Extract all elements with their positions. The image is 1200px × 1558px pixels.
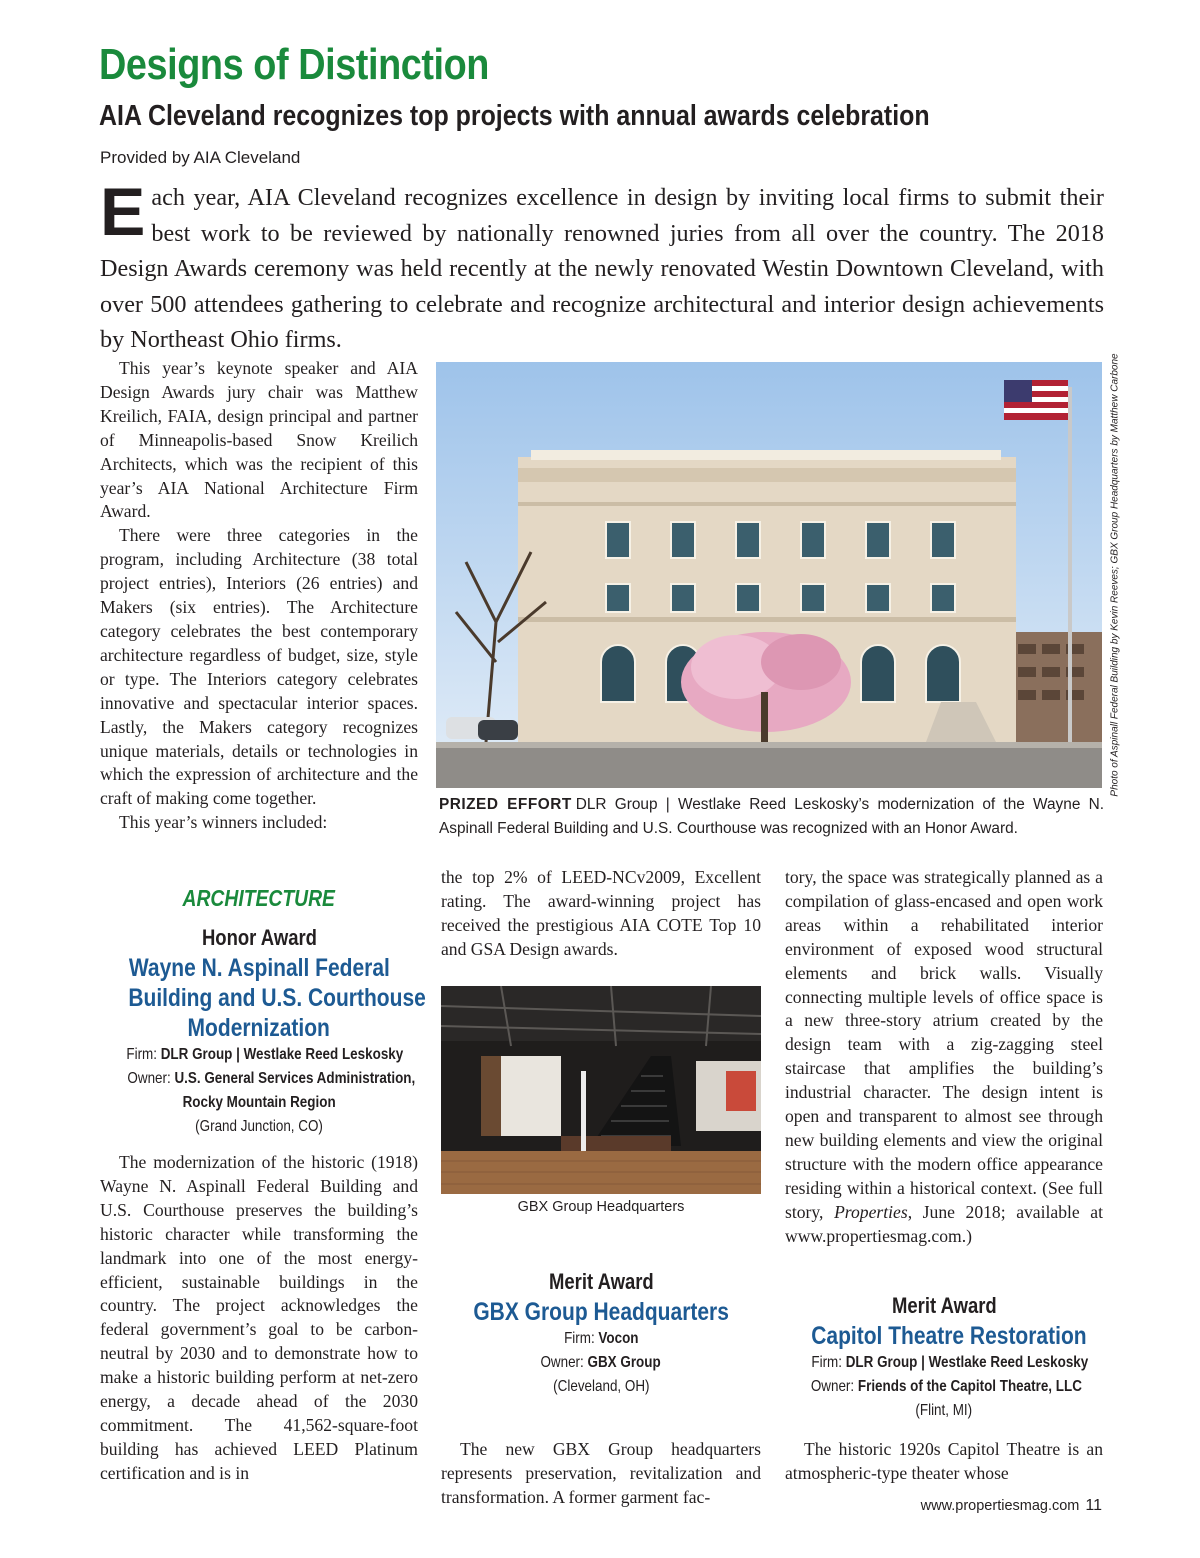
- gbx-owner: GBX Group: [587, 1354, 662, 1371]
- honor-owner-line-2: Rocky Mountain Region: [182, 1094, 336, 1111]
- main-photo-caption: [439, 793, 1104, 841]
- honor-location: (Grand Junction, CO): [195, 1118, 323, 1135]
- capitol-body-paragraph: The historic 1920s Capitol Theatre is an atmospheric-type theater whose: [785, 1439, 1103, 1483]
- capitol-owner: Friends of the Capitol Theatre, LLC: [857, 1378, 1082, 1395]
- page-number: 11: [1085, 1497, 1102, 1514]
- honor-award-block: [100, 883, 426, 1139]
- intro-paragraph-1: This year’s keynote speaker and AIA Design Awards jury chair was Matthew Kreilich, FAIA, design principal and partner of Minneapolis-based Snow Kreilich Architects, which was the recipient of this year’s AIA National Architecture Firm Award.: [100, 358, 418, 522]
- gbx-body-paragraph: The new GBX Group headquarters represents preservation, revitalization and transformation. A former garment fac-: [441, 1439, 761, 1507]
- merit-award-label-capitol: Merit Award: [891, 1293, 997, 1318]
- drop-cap: E: [100, 174, 146, 250]
- honor-owner-line-1: U.S. General Services Administration,: [174, 1070, 416, 1087]
- gbx-project-name: GBX Group Headquarters: [473, 1298, 729, 1326]
- capitol-location: (Flint, MI): [915, 1402, 973, 1419]
- column-middle: [441, 866, 761, 962]
- honor-project-line-3: Modernization: [187, 1014, 331, 1042]
- caption-text: DLR Group | Westlake Reed Leskosky’s modernization of the Wayne N. Aspinall Federal Building and U.S. Courthouse was recognized with an Honor Award.: [439, 796, 1104, 837]
- gbx-owner-label: Owner:: [540, 1354, 585, 1371]
- gbx-body-continued-text: tory, the space was strategically planned as a compilation of glass-encased and open work areas within a rehabilitated interior environment of exposed wood structural elements and brick walls. Visually connecting multiple levels of office space is a new three-story atrium created by the design team with a zig-zagging steel staircase that amplifies the building’s industrial character. The design intent is open and transparent to almost see through new building elements and view the original structure with the modern office appearance residing within a historical context. (See full story,: [785, 867, 1103, 1222]
- honor-award-label: Honor Award: [201, 925, 317, 950]
- gbx-interior-illustration: [441, 986, 761, 1194]
- column-left: [100, 357, 418, 835]
- byline: Provided by AIA Cleveland: [100, 148, 301, 167]
- page-footer: [880, 1497, 1102, 1515]
- honor-firm-label: Firm:: [126, 1046, 157, 1063]
- gbx-location: (Cleveland, OH): [552, 1378, 650, 1395]
- honor-firm: DLR Group | Westlake Reed Leskosky: [160, 1046, 404, 1063]
- capitol-project-name: Capitol Theatre Restoration: [811, 1322, 1087, 1350]
- gbx-photo-caption: GBX Group Headquarters: [517, 1199, 685, 1215]
- gbx-body: [441, 1438, 761, 1510]
- gbx-firm-label: Firm:: [563, 1330, 595, 1347]
- merit-award-capitol-block: [785, 1291, 1103, 1423]
- photo-credit: [1103, 353, 1127, 797]
- lede-text: ach year, AIA Cleveland recognizes excellence in design by inviting local firms to submit their best work to be reviewed by nationally renowned juries from all over the country. The 2018 Design Awards ceremony was held recently at the newly renovated Westin Downtown Cleveland, with over 500 attendees gathering to celebrate and recognize architectural and interior design achievements by Northeast Ohio firms.: [100, 184, 1104, 353]
- honor-owner-label: Owner:: [127, 1070, 171, 1087]
- photo-credit-text: Photo of Aspinall Federal Building by Kevin Reeves; GBX Group Headquarters by Matthew Carbone: [1109, 353, 1121, 797]
- article-subtitle: AIA Cleveland recognizes top projects with annual awards celebration: [99, 100, 930, 132]
- capitol-firm: DLR Group | Westlake Reed Leskosky: [845, 1354, 1089, 1371]
- capitol-body: [785, 1438, 1103, 1486]
- gbx-body-continued-end: , June 2018; available at www.propertiesmag.com.): [785, 1201, 1103, 1246]
- capitol-firm-label: Firm:: [811, 1354, 842, 1371]
- federal-building-illustration: [436, 362, 1102, 788]
- lede-paragraph: [100, 174, 1104, 358]
- intro-paragraph-2: There were three categories in the program, including Architecture (38 total project entries), Interiors (26 entries) and Makers (six entries). The Architecture category celebrates the best contemporary architecture regardless of budget, size, style or type. The Interiors category celebrates innovative and spectacular interior spaces. Lastly, the Makers category recognizes unique materials, details or technologies in which the expression of architecture and the craft of making come together.: [100, 525, 418, 809]
- honor-body: [100, 1151, 418, 1486]
- capitol-owner-label: Owner:: [810, 1378, 855, 1395]
- column-right: [785, 866, 1103, 1249]
- caption-lead: PRIZED EFFORT: [439, 796, 572, 813]
- intro-paragraph-3: This year’s winners included:: [119, 812, 328, 833]
- article-title: Designs of Distinction: [99, 40, 489, 89]
- gbx-headquarters-photo: [441, 986, 761, 1194]
- honor-project-line-1: Wayne N. Aspinall Federal: [128, 954, 390, 982]
- footer-url: www.propertiesmag.com: [920, 1498, 1080, 1514]
- gbx-body-continued: [785, 866, 1103, 1249]
- merit-award-gbx-block: [441, 1267, 761, 1399]
- honor-body-continued: the top 2% of LEED-NCv2009, Excellent rating. The award-winning project has received the prestigious AIA COTE Top 10 and GSA Design awards.: [441, 867, 761, 959]
- section-heading-architecture: ARCHITECTURE: [182, 885, 336, 911]
- gbx-firm: Vocon: [598, 1330, 639, 1347]
- magazine-name: Properties: [834, 1201, 908, 1222]
- aspinall-building-photo: [436, 362, 1102, 788]
- honor-body-paragraph: The modernization of the historic (1918) Wayne N. Aspinall Federal Building and U.S. Courthouse preserves the building’s historic character while transforming the landmark into one of the most energy-efficient, sustainable buildings in the country. The project acknowledges the federal government’s goal to be carbon-neutral by 2030 and to demonstrate how to make a historic building perform at net-zero energy, a decade ahead of the 2030 commitment. The 41,562-square-foot building has achieved LEED Platinum certification and is in: [100, 1152, 418, 1483]
- merit-award-label-gbx: Merit Award: [548, 1269, 654, 1294]
- honor-project-line-2: Building and U.S. Courthouse: [128, 984, 426, 1012]
